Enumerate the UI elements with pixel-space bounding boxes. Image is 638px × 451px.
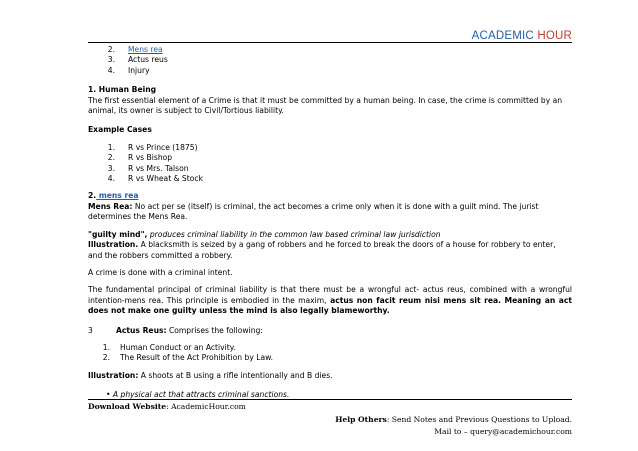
- guilty-mind-desc: produces criminal liability in the common law based criminal law jurisdiction: [147, 229, 441, 239]
- mens-rea-label: Mens Rea:: [88, 201, 133, 211]
- example-cases-list: [88, 143, 572, 185]
- actus-reus-list: [88, 343, 572, 364]
- list-number: 3.: [107, 55, 115, 65]
- section-number: 3: [88, 325, 93, 335]
- actus-reus-label: Actus Reus:: [116, 325, 167, 335]
- mens-rea-heading-link[interactable]: mens rea: [96, 191, 139, 201]
- criminal-intent-line: A crime is done with a criminal intent.: [88, 267, 233, 277]
- mens-rea-definition: [88, 202, 572, 223]
- footer-download: [88, 402, 246, 411]
- list-item: [88, 55, 572, 65]
- document-content: [88, 45, 572, 401]
- mens-rea-body: No act per se (itself) is criminal, the act becomes a crime only when it is done with a guilt mind. The jurist determines the Mens Rea.: [88, 201, 539, 222]
- list-text: R vs Bishop: [128, 153, 173, 163]
- list-number: 4.: [107, 65, 115, 75]
- header-brand: [472, 30, 572, 42]
- list-text: Human Conduct or an Activity.: [120, 342, 236, 352]
- list-number: 2.: [102, 353, 110, 363]
- illustration-label: Illustration:: [88, 370, 139, 380]
- human-being-body: The first essential element of a Crime is that it must be committed by a human being. In case, the crime is committed by an animal, its owner is subject to Civil/Tortious liability.: [88, 95, 563, 116]
- list-text: R vs Prince (1875): [128, 142, 198, 152]
- actus-reus-illustration: [88, 371, 572, 381]
- footer-help: [335, 414, 572, 438]
- list-number: 2.: [107, 153, 115, 163]
- principle-paragraph: [88, 285, 572, 316]
- list-text: R vs Wheat & Stock: [128, 174, 203, 184]
- list-number: 4.: [107, 174, 115, 184]
- list-text: Actus reus: [128, 55, 168, 65]
- list-item: [88, 343, 572, 353]
- download-value[interactable]: : AcademicHour.com: [166, 402, 246, 411]
- guilty-mind-quote: "guilty mind",: [88, 229, 148, 239]
- guilty-mind-line: [88, 230, 572, 240]
- header-rule: [88, 42, 572, 43]
- principle-text: The fundamental principal of criminal liability is that there must be a wrongful act- actus reus, combined with a wrongful intention-mens rea. This principle is embodied in the maxim,: [88, 285, 572, 305]
- illustration-body: A shoots at B using a rifle intentionally and B dies.: [138, 370, 333, 380]
- section-number: 2.: [88, 191, 97, 201]
- list-text: R vs Mrs. Talson: [128, 163, 189, 173]
- mail-line[interactable]: Mail to – query@academichour.com: [434, 427, 572, 436]
- brand-academic: ACADEMIC: [471, 30, 534, 42]
- help-line: [335, 414, 572, 426]
- actus-reus-body: Comprises the following:: [166, 325, 263, 335]
- list-text: The Result of the Act Prohibition by Law.: [120, 353, 274, 363]
- list-item: [88, 143, 572, 153]
- mens-rea-illustration: [88, 240, 572, 261]
- list-number: 2.: [107, 45, 115, 54]
- footer-rule: [88, 399, 572, 400]
- actus-reus-heading: [88, 326, 572, 336]
- help-label: Help Others: [335, 415, 387, 424]
- list-number: 1.: [107, 142, 115, 152]
- list-number: 1.: [102, 342, 110, 352]
- principle-maxim: actus non facit reum nisi mens sit rea. Meaning an act does not make one guilty unless the mind is also legally blameworthy.: [88, 295, 572, 316]
- human-being-heading: 1. Human Being: [88, 85, 157, 95]
- list-item: [88, 66, 572, 76]
- top-list: [88, 45, 572, 76]
- physical-act-bullet: • A physical act that attracts criminal sanctions.: [106, 390, 290, 400]
- mens-rea-link[interactable]: Mens rea: [128, 45, 163, 54]
- illustration-body: A blacksmith is seized by a gang of robbers and he forced to break the doors of a house for robbery to enter, and the robbers committed a robbery.: [88, 240, 556, 260]
- list-number: 3.: [107, 163, 115, 173]
- list-item: [88, 174, 572, 184]
- illustration-label: Illustration.: [88, 240, 139, 250]
- list-item: [88, 164, 572, 174]
- mens-rea-heading: [88, 191, 572, 201]
- list-item: [88, 353, 572, 363]
- list-text: Injury: [128, 65, 150, 75]
- example-cases-heading: Example Cases: [88, 125, 152, 135]
- list-item: [88, 45, 572, 55]
- help-value: : Send Notes and Previous Questions to Upload.: [386, 415, 572, 424]
- download-label: Download Website: [88, 402, 167, 411]
- brand-hour: HOUR: [537, 30, 572, 42]
- list-item: [88, 153, 572, 163]
